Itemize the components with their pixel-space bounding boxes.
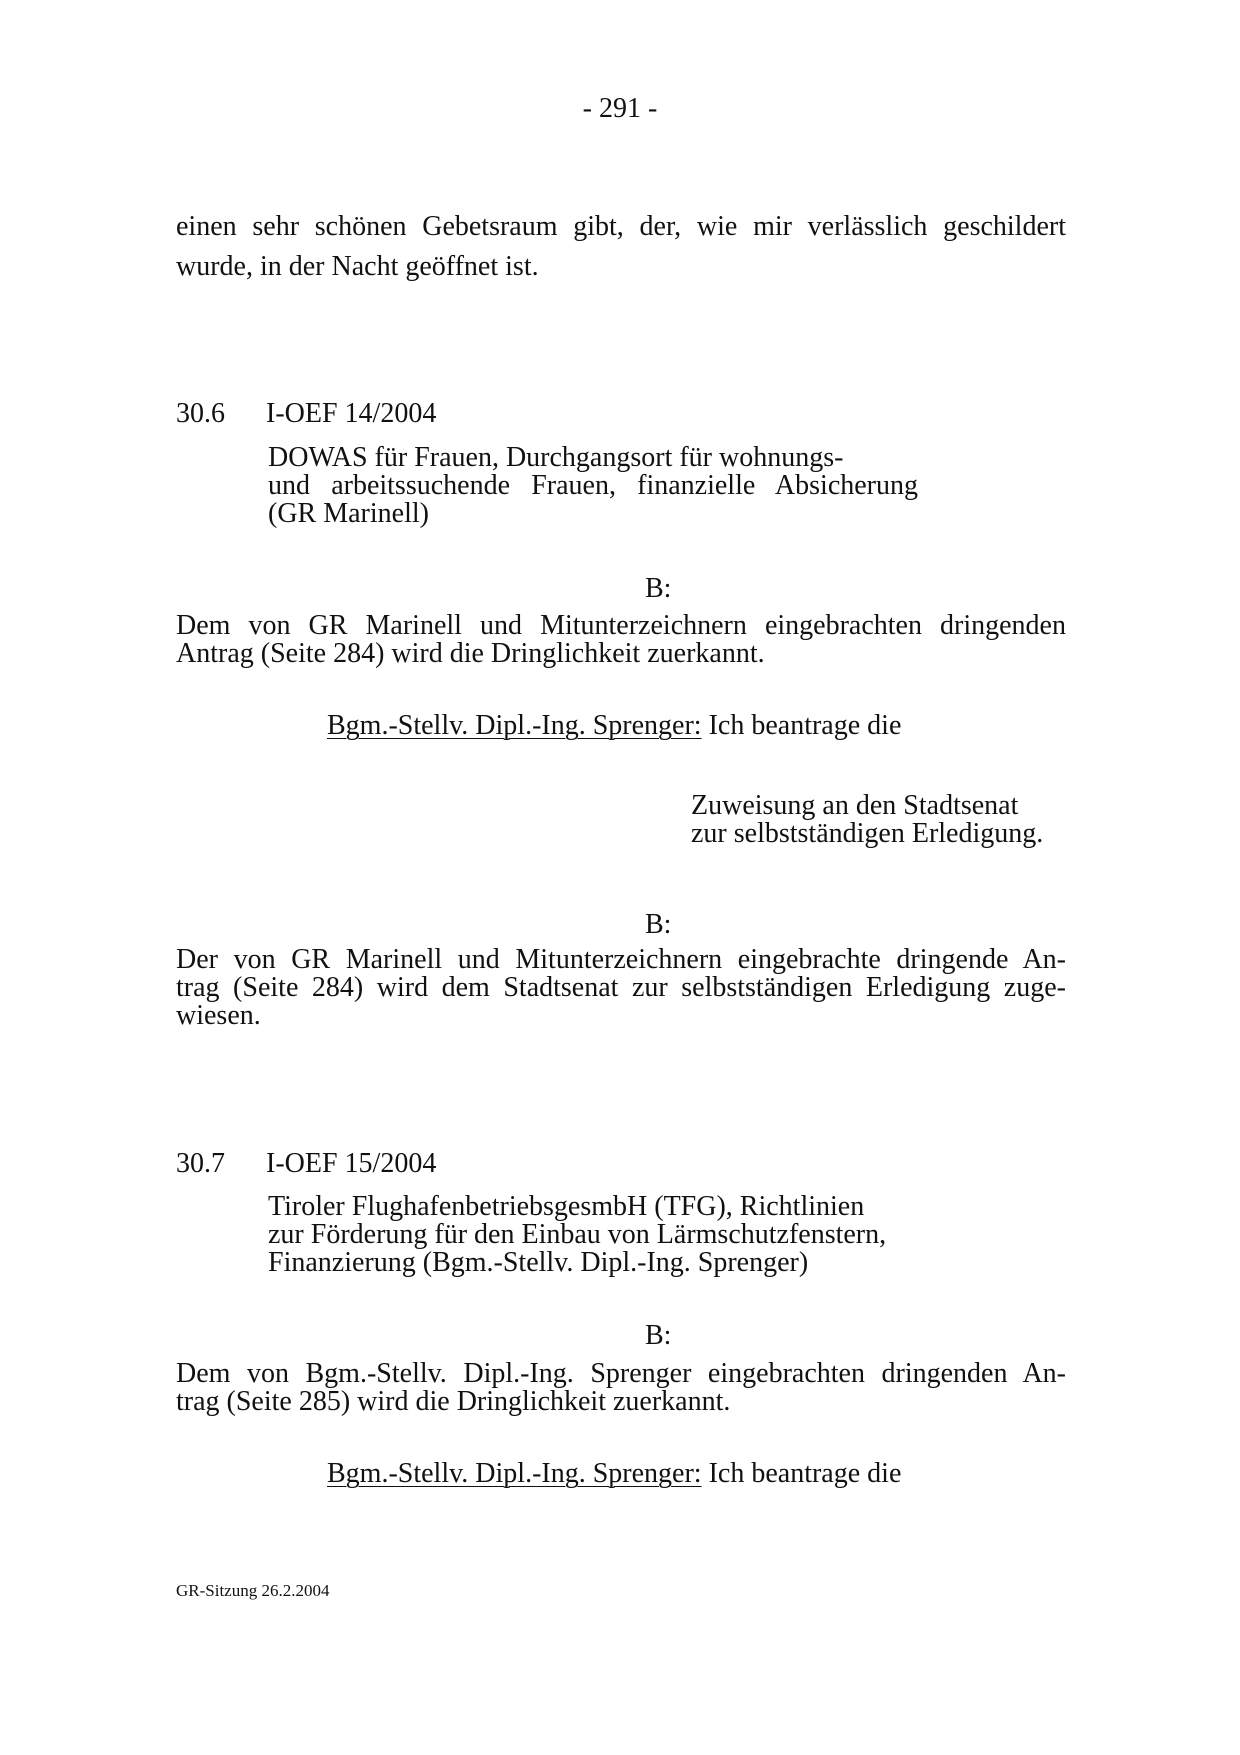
intro-line-1: einen sehr schönen Gebetsraum gibt, der, wie mir verlässlich geschildert bbox=[176, 211, 1066, 242]
resolution-label: B: bbox=[645, 573, 672, 604]
resolution-line: wiesen. bbox=[176, 1000, 261, 1031]
footer-session: GR-Sitzung 26.2.2004 bbox=[176, 1581, 330, 1600]
resolution-line: Antrag (Seite 284) wird die Dringlichkeit zuerkannt. bbox=[176, 638, 765, 669]
item-title-line: zur Förderung für den Einbau von Lärmschutzfenstern, bbox=[268, 1219, 887, 1250]
item-code: I-OEF 14/2004 bbox=[266, 398, 437, 429]
speaker-line bbox=[327, 1460, 901, 1488]
intro-line-2: wurde, in der Nacht geöffnet ist. bbox=[176, 251, 539, 282]
speaker-name: Bgm.-Stellv. Dipl.-Ing. Sprenger: bbox=[327, 710, 702, 741]
motion-line: Zuweisung an den Stadtsenat bbox=[691, 790, 1019, 821]
speaker-line bbox=[327, 712, 901, 740]
item-title-line: und arbeitssuchende Frauen, finanzielle Absicherung bbox=[268, 470, 918, 501]
item-title-line: (GR Marinell) bbox=[268, 498, 429, 529]
resolution-line: Dem von GR Marinell und Mitunterzeichnern eingebrachten dringenden bbox=[176, 610, 1066, 641]
item-title-line: Finanzierung (Bgm.-Stellv. Dipl.-Ing. Sprenger) bbox=[268, 1247, 809, 1278]
resolution-line: trag (Seite 284) wird dem Stadtsenat zur selbstständigen Erledigung zuge- bbox=[176, 972, 1066, 1003]
resolution-label: B: bbox=[645, 1320, 672, 1351]
item-number: 30.7 bbox=[176, 1148, 225, 1179]
motion-line: zur selbstständigen Erledigung. bbox=[691, 818, 1044, 849]
page-number: - 291 - bbox=[582, 93, 658, 124]
resolution-line: Dem von Bgm.-Stellv. Dipl.-Ing. Sprenger eingebrachten dringenden An- bbox=[176, 1358, 1066, 1389]
resolution-line: trag (Seite 285) wird die Dringlichkeit zuerkannt. bbox=[176, 1386, 731, 1417]
speech-text: Ich beantrage die bbox=[701, 710, 902, 741]
speech-text: Ich beantrage die bbox=[701, 1458, 902, 1489]
item-title-line: Tiroler FlughafenbetriebsgesmbH (TFG), Richtlinien bbox=[268, 1191, 865, 1222]
item-number: 30.6 bbox=[176, 398, 225, 429]
resolution-line: Der von GR Marinell und Mitunterzeichnern eingebrachte dringende An- bbox=[176, 944, 1066, 975]
item-code: I-OEF 15/2004 bbox=[266, 1148, 437, 1179]
speaker-name: Bgm.-Stellv. Dipl.-Ing. Sprenger: bbox=[327, 1458, 702, 1489]
resolution-label: B: bbox=[645, 909, 672, 940]
item-title-line: DOWAS für Frauen, Durchgangsort für wohnungs- bbox=[268, 442, 844, 473]
